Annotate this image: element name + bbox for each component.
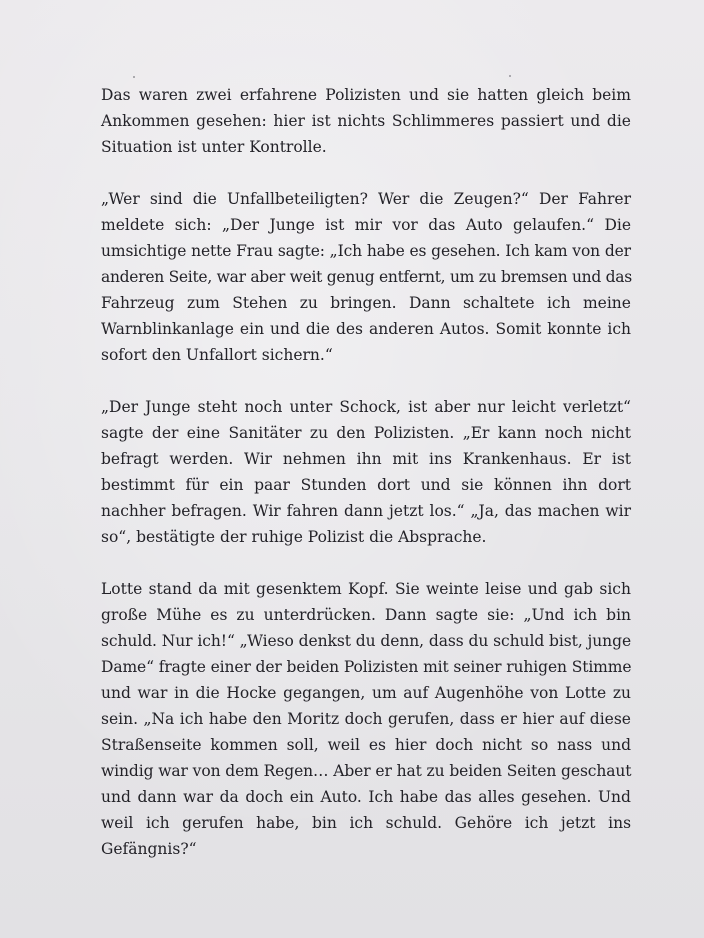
text-line: meldete sich: „Der Junge ist mir vor das Auto gelaufen.“ Die — [101, 216, 632, 234]
text-line: Situation ist unter Kontrolle. — [101, 138, 327, 156]
text-line: Das waren zwei erfahrene Polizisten und sie hatten gleich beim — [101, 86, 631, 104]
text-line: große Mühe es zu unterdrücken. Dann sagte sie: „Und ich bin — [101, 606, 632, 624]
text-line: Dame“ fragte einer der beiden Polizisten mit seiner ruhigen Stimme — [101, 658, 632, 676]
paragraph-1 — [101, 82, 631, 160]
text-line: Lotte stand da mit gesenktem Kopf. Sie weinte leise und gab sich — [101, 580, 631, 598]
text-line: umsichtige nette Frau sagte: „Ich habe es gesehen. Ich kam von der — [101, 242, 631, 260]
text-line: befragt werden. Wir nehmen ihn mit ins Krankenhaus. Er ist — [101, 450, 632, 468]
text-line: nachher befragen. Wir fahren dann jetzt los.“ „Ja, das machen wir — [101, 502, 632, 520]
text-line: bestimmt für ein paar Stunden dort und sie können ihn dort — [101, 476, 631, 494]
text-line: Gefängnis?“ — [101, 840, 197, 858]
text-line: schuld. Nur ich!“ „Wieso denkst du denn, dass du schuld bist, junge — [101, 632, 632, 650]
text-line: Straßenseite kommen soll, weil es hier doch nicht so nass und — [101, 736, 632, 754]
paragraph-2 — [101, 186, 631, 368]
text-line: „Wer sind die Unfallbeteiligten? Wer die Zeugen?“ Der Fahrer — [101, 190, 632, 208]
text-line: sofort den Unfallort sichern.“ — [101, 346, 333, 364]
text-line: sein. „Na ich habe den Moritz doch gerufen, dass er hier auf diese — [101, 710, 631, 728]
text-line: Fahrzeug zum Stehen zu bringen. Dann schaltete ich meine — [101, 294, 631, 312]
text-line: windig war von dem Regen… Aber er hat zu beiden Seiten geschaut — [101, 762, 632, 780]
print-speck — [509, 75, 511, 77]
text-line: „Der Junge steht noch unter Schock, ist aber nur leicht verletzt“ — [101, 398, 631, 416]
text-line: sagte der eine Sanitäter zu den Polizisten. „Er kann noch nicht — [101, 424, 631, 442]
text-line: Warnblinkanlage ein und die des anderen Autos. Somit konnte ich — [101, 320, 631, 338]
text-line: und dann war da doch ein Auto. Ich habe das alles gesehen. Und — [101, 788, 631, 806]
text-line: Ankommen gesehen: hier ist nichts Schlimmeres passiert und die — [101, 112, 631, 130]
print-speck — [133, 76, 135, 78]
page-text — [101, 82, 631, 888]
text-line: weil ich gerufen habe, bin ich schuld. Gehöre ich jetzt ins — [101, 814, 632, 832]
text-line: anderen Seite, war aber weit genug entfernt, um zu bremsen und das — [101, 268, 632, 286]
text-line: und war in die Hocke gegangen, um auf Augenhöhe von Lotte zu — [101, 684, 631, 702]
paragraph-4 — [101, 576, 631, 862]
text-line: so“, bestätigte der ruhige Polizist die Absprache. — [101, 528, 487, 546]
paragraph-3 — [101, 394, 631, 550]
